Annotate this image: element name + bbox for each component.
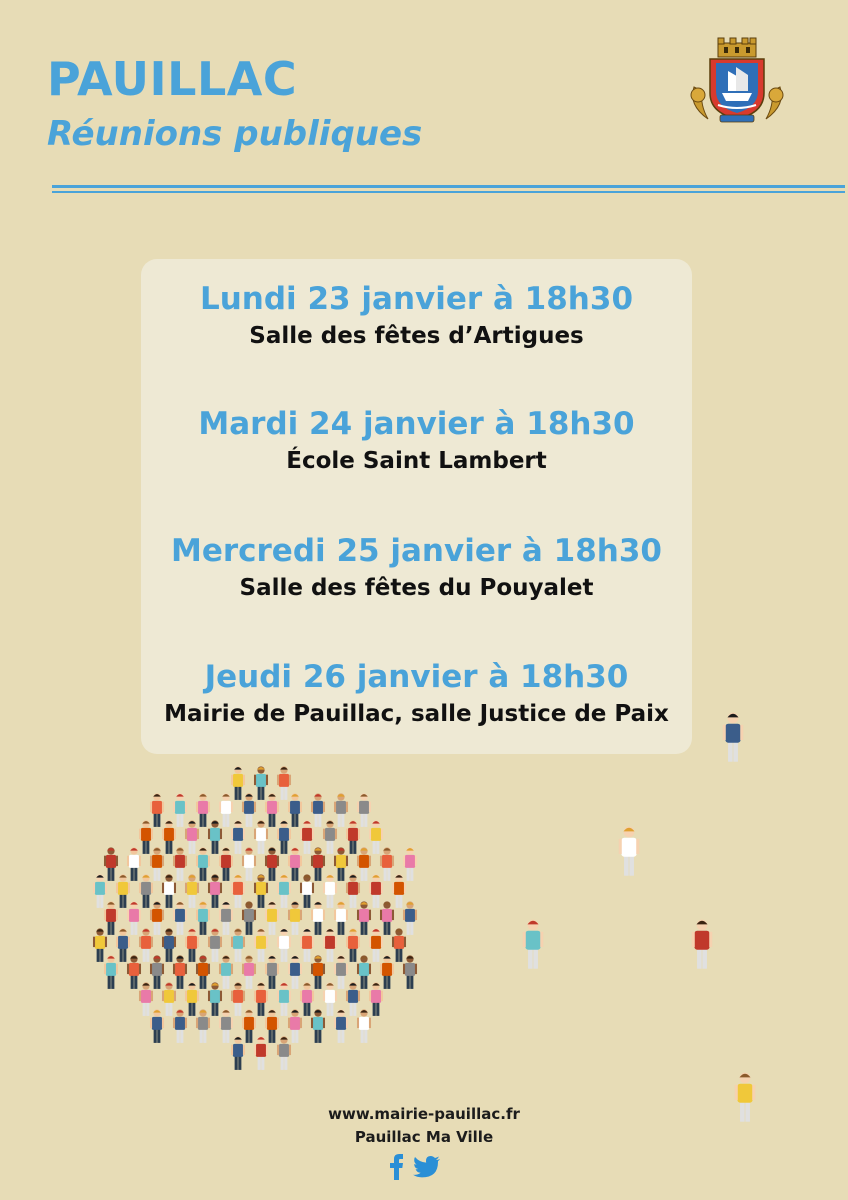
person-figure — [231, 1036, 245, 1070]
person-figure — [311, 1009, 325, 1043]
person-figure — [219, 847, 233, 881]
meeting-date: Lundi 23 janvier à 18h30 — [199, 281, 634, 317]
person-figure — [346, 874, 360, 908]
person-figure — [150, 847, 164, 881]
person-figure — [357, 793, 371, 827]
person-figure — [196, 955, 210, 989]
person-figure — [369, 874, 383, 908]
person-figure — [219, 901, 233, 935]
person-figure — [392, 874, 406, 908]
person-figure — [380, 901, 394, 935]
person-figure — [162, 928, 176, 962]
person-figure — [242, 955, 256, 989]
person-figure — [357, 1009, 371, 1043]
person-figure — [254, 766, 268, 800]
person-figure — [139, 874, 153, 908]
meeting-venue: Salle des fêtes d’Artigues — [249, 323, 584, 349]
person-figure — [346, 820, 360, 854]
person-figure — [219, 1009, 233, 1043]
meeting-venue: Mairie de Pauillac, salle Justice de Paix — [164, 701, 669, 727]
person-figure — [231, 928, 245, 962]
person-figure — [334, 847, 348, 881]
person-figure — [357, 901, 371, 935]
person-figure — [323, 820, 337, 854]
meeting-item — [141, 657, 692, 731]
meeting-item — [141, 531, 692, 605]
person-figure — [127, 901, 141, 935]
person-figure — [311, 955, 325, 989]
person-figure — [173, 901, 187, 935]
person-figure — [185, 928, 199, 962]
person-figure — [150, 901, 164, 935]
person-figure — [93, 874, 107, 908]
person-figure — [254, 928, 268, 962]
person-figure — [323, 982, 337, 1016]
page-title: PAUILLAC — [47, 52, 298, 106]
person-figure — [208, 928, 222, 962]
person-figure — [334, 793, 348, 827]
person-figure — [288, 901, 302, 935]
person-figure — [254, 982, 268, 1016]
person-figure — [277, 982, 291, 1016]
person-figure — [242, 847, 256, 881]
person-figure — [116, 928, 130, 962]
person-figure — [173, 955, 187, 989]
person-figure — [311, 901, 325, 935]
meeting-venue: Salle des fêtes du Pouyalet — [239, 575, 594, 601]
person-figure — [219, 955, 233, 989]
meeting-date: Mardi 24 janvier à 18h30 — [198, 406, 635, 442]
twitter-icon[interactable] — [413, 1156, 440, 1177]
person-figure — [254, 874, 268, 908]
meeting-item — [141, 404, 692, 478]
person-figure — [288, 847, 302, 881]
person-figure — [139, 982, 153, 1016]
person-figure — [208, 982, 222, 1016]
person-figure — [619, 827, 640, 876]
person-figure — [311, 793, 325, 827]
person-figure — [254, 820, 268, 854]
person-figure — [277, 874, 291, 908]
person-figure — [162, 982, 176, 1016]
person-figure — [692, 920, 713, 969]
person-figure — [334, 955, 348, 989]
facebook-icon[interactable] — [390, 1154, 403, 1180]
person-figure — [334, 1009, 348, 1043]
person-figure — [185, 820, 199, 854]
person-figure — [127, 847, 141, 881]
person-figure — [162, 820, 176, 854]
person-figure — [104, 955, 118, 989]
person-figure — [288, 955, 302, 989]
person-figure — [208, 820, 222, 854]
person-figure — [265, 1009, 279, 1043]
meeting-date: Mercredi 25 janvier à 18h30 — [170, 533, 662, 569]
person-figure — [346, 982, 360, 1016]
person-figure — [380, 847, 394, 881]
person-figure — [231, 982, 245, 1016]
person-figure — [300, 820, 314, 854]
person-figure — [265, 847, 279, 881]
person-figure — [185, 982, 199, 1016]
person-figure — [265, 955, 279, 989]
person-figure — [242, 793, 256, 827]
meeting-venue: École Saint Lambert — [286, 448, 547, 474]
social-page-name: Pauillac Ma Ville — [354, 1128, 494, 1146]
person-figure — [116, 874, 130, 908]
person-figure — [150, 793, 164, 827]
person-figure — [277, 820, 291, 854]
person-figure — [265, 793, 279, 827]
social-icons — [386, 1152, 446, 1182]
person-figure — [392, 928, 406, 962]
person-figure — [208, 874, 222, 908]
person-figure — [127, 955, 141, 989]
person-figure — [403, 901, 417, 935]
person-figure — [369, 982, 383, 1016]
person-figure — [196, 1009, 210, 1043]
person-figure — [288, 1009, 302, 1043]
header-divider-bottom — [52, 191, 845, 193]
person-figure — [93, 928, 107, 962]
person-figure — [277, 1036, 291, 1070]
person-figure — [403, 955, 417, 989]
person-figure — [104, 847, 118, 881]
person-figure — [357, 847, 371, 881]
person-figure — [300, 982, 314, 1016]
meetings-card — [141, 259, 692, 754]
person-figure — [311, 847, 325, 881]
person-figure — [380, 955, 394, 989]
meeting-item — [141, 279, 692, 353]
page-subtitle: Réunions publiques — [47, 114, 423, 154]
header-divider-top — [52, 185, 845, 188]
person-figure — [242, 1009, 256, 1043]
person-figure — [277, 928, 291, 962]
person-figure — [173, 793, 187, 827]
person-figure — [288, 793, 302, 827]
person-figure — [162, 874, 176, 908]
person-figure — [231, 766, 245, 800]
person-figure — [254, 1036, 268, 1070]
person-figure — [323, 874, 337, 908]
meeting-date: Jeudi 26 janvier à 18h30 — [204, 659, 629, 695]
person-figure — [139, 820, 153, 854]
person-figure — [357, 955, 371, 989]
website-link[interactable]: www.mairie-pauillac.fr — [328, 1105, 520, 1123]
city-crest-icon — [686, 35, 788, 125]
person-figure — [196, 901, 210, 935]
person-figure — [403, 847, 417, 881]
person-figure — [277, 766, 291, 800]
person-figure — [139, 928, 153, 962]
person-figure — [323, 928, 337, 962]
person-figure — [196, 793, 210, 827]
person-figure — [334, 901, 348, 935]
person-figure — [369, 928, 383, 962]
person-figure — [150, 1009, 164, 1043]
person-figure — [265, 901, 279, 935]
person-figure — [219, 793, 233, 827]
person-figure — [231, 874, 245, 908]
person-figure — [231, 820, 245, 854]
person-figure — [723, 713, 744, 762]
person-figure — [300, 928, 314, 962]
person-figure — [173, 1009, 187, 1043]
person-figure — [185, 874, 199, 908]
person-figure — [369, 820, 383, 854]
person-figure — [300, 874, 314, 908]
person-figure — [150, 955, 164, 989]
person-figure — [104, 901, 118, 935]
person-figure — [523, 920, 544, 969]
person-figure — [346, 928, 360, 962]
person-figure — [242, 901, 256, 935]
person-figure — [196, 847, 210, 881]
person-figure — [173, 847, 187, 881]
